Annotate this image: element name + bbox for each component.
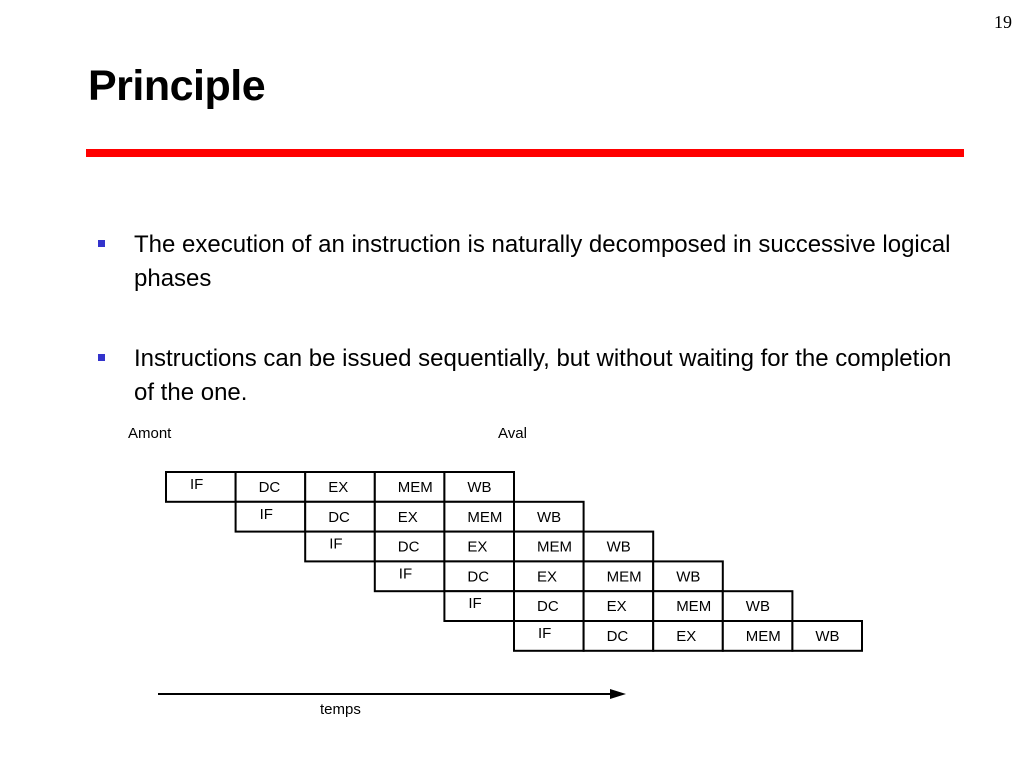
time-label: temps bbox=[320, 701, 361, 718]
stage-label: DC bbox=[467, 568, 490, 586]
stage-label: EX bbox=[397, 508, 418, 526]
stage-label: DC bbox=[328, 508, 350, 526]
bullet-text: Instructions can be issued sequentially, but without waiting for the completion of the one. bbox=[134, 345, 952, 406]
stage-label: MEM bbox=[397, 479, 433, 496]
stage-label: IF bbox=[468, 595, 482, 613]
time-arrow-head-icon bbox=[610, 689, 626, 699]
stage-label: MEM bbox=[537, 538, 572, 556]
slide-title: Principle bbox=[88, 62, 266, 110]
stage-label: IF bbox=[538, 625, 552, 642]
stage-label: EX bbox=[328, 479, 349, 496]
stage-label: MEM bbox=[745, 628, 781, 645]
stage-label: WB bbox=[745, 598, 770, 616]
stage-label: MEM bbox=[606, 568, 642, 586]
stage-label: WB bbox=[815, 628, 840, 645]
stage-label: DC bbox=[258, 479, 281, 496]
stage-label: WB bbox=[467, 479, 492, 496]
stage-label: IF bbox=[329, 535, 343, 553]
upstream-label: Amont bbox=[128, 425, 172, 442]
stage-label: IF bbox=[190, 476, 204, 493]
stage-label: EX bbox=[606, 598, 627, 616]
stage-label: MEM bbox=[676, 598, 712, 616]
stage-label: WB bbox=[537, 508, 562, 526]
stage-label: DC bbox=[606, 628, 629, 645]
downstream-label: Aval bbox=[498, 425, 527, 442]
stage-label: WB bbox=[606, 538, 631, 556]
stage-label: IF bbox=[259, 505, 273, 523]
stage-label: MEM bbox=[467, 508, 503, 526]
stage-label: EX bbox=[676, 628, 697, 645]
stage-label: DC bbox=[397, 538, 420, 556]
page-number: 19 bbox=[994, 12, 1012, 32]
stage-label: EX bbox=[467, 538, 488, 556]
stage-label: DC bbox=[537, 598, 559, 616]
stage-label: IF bbox=[398, 565, 413, 583]
stage-label: EX bbox=[537, 568, 558, 586]
stage-label: WB bbox=[676, 568, 701, 586]
bullet-text: The execution of an instruction is naturally decomposed in successive logical phases bbox=[134, 231, 951, 292]
